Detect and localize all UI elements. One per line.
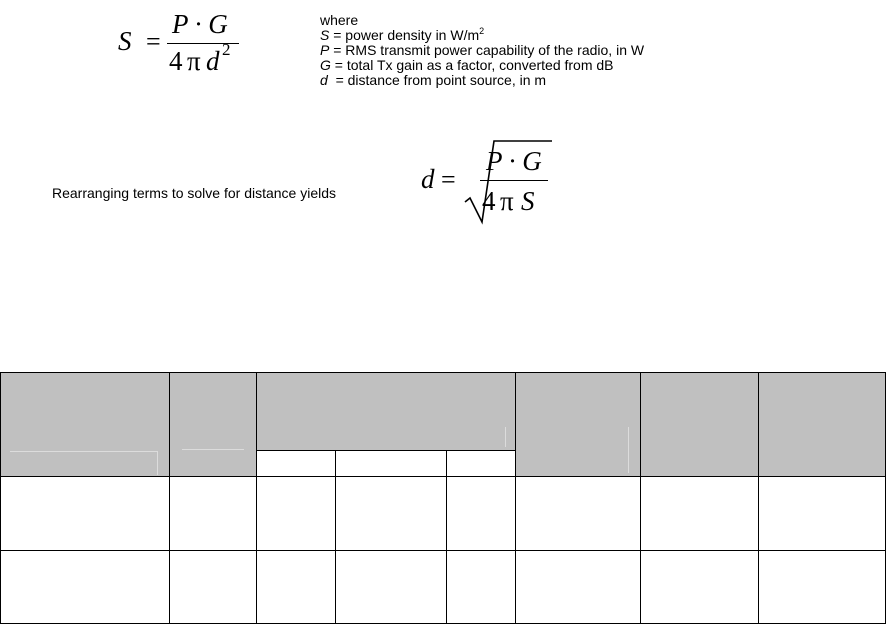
definition-g-text: = total Tx gain as a factor, converted from dB xyxy=(330,57,614,73)
definition-s-text: = power density in W/m xyxy=(329,27,480,43)
table-header-col6 xyxy=(515,372,640,476)
definition-s-superscript: 2 xyxy=(479,26,485,36)
faint-line xyxy=(182,449,244,450)
table-header-group xyxy=(256,372,515,450)
definition-d-text: = distance from point source, in m xyxy=(327,72,547,88)
formula1-lhs: S xyxy=(118,26,132,56)
formula2-lhs: d xyxy=(421,164,435,194)
formula2-denominator-pi: π xyxy=(500,186,514,216)
definition-s-symbol: S xyxy=(320,27,330,43)
definition-p xyxy=(320,43,644,58)
definition-d xyxy=(320,73,644,88)
table-header-col7 xyxy=(640,372,758,476)
data-table xyxy=(0,372,886,625)
definition-d-symbol: d xyxy=(320,72,328,88)
definition-g xyxy=(320,58,644,73)
formula1-denominator-var: d xyxy=(206,46,220,76)
definition-p-text: = RMS transmit power capability of the radio, in W xyxy=(329,42,645,58)
formula1-denominator-pi: π xyxy=(187,46,201,76)
formula2-numerator: P · G xyxy=(486,146,542,176)
where-heading: where xyxy=(320,12,359,28)
definition-g-symbol: G xyxy=(320,57,331,73)
formula1-denominator-exp: 2 xyxy=(222,40,231,59)
faint-line xyxy=(628,427,629,473)
formula1-numerator: P · G xyxy=(172,9,228,39)
faint-line xyxy=(157,451,158,475)
formula1-denominator-coef: 4 xyxy=(169,46,183,76)
grid-line xyxy=(256,450,515,451)
formula2-equals: = xyxy=(441,165,456,194)
grid-line-bottom xyxy=(0,623,886,624)
table-row xyxy=(0,477,886,550)
rearranging-text: Rearranging terms to solve for distance yields xyxy=(52,185,337,201)
table-row xyxy=(0,551,886,623)
table-header-col2 xyxy=(169,372,256,476)
formula2-denominator-coef: 4 xyxy=(482,186,496,216)
definition-p-symbol: P xyxy=(320,42,330,58)
formula2-fraction-bar xyxy=(480,180,548,181)
grid-line-top xyxy=(0,372,886,373)
definition-s xyxy=(320,28,644,43)
table-header-col1 xyxy=(0,372,169,476)
table-header-col8 xyxy=(758,372,886,476)
faint-line xyxy=(505,427,506,447)
faint-line xyxy=(10,451,158,452)
formula1-equals: = xyxy=(146,27,161,56)
formula2-denominator-var: S xyxy=(521,186,535,216)
where-definitions xyxy=(320,13,644,88)
